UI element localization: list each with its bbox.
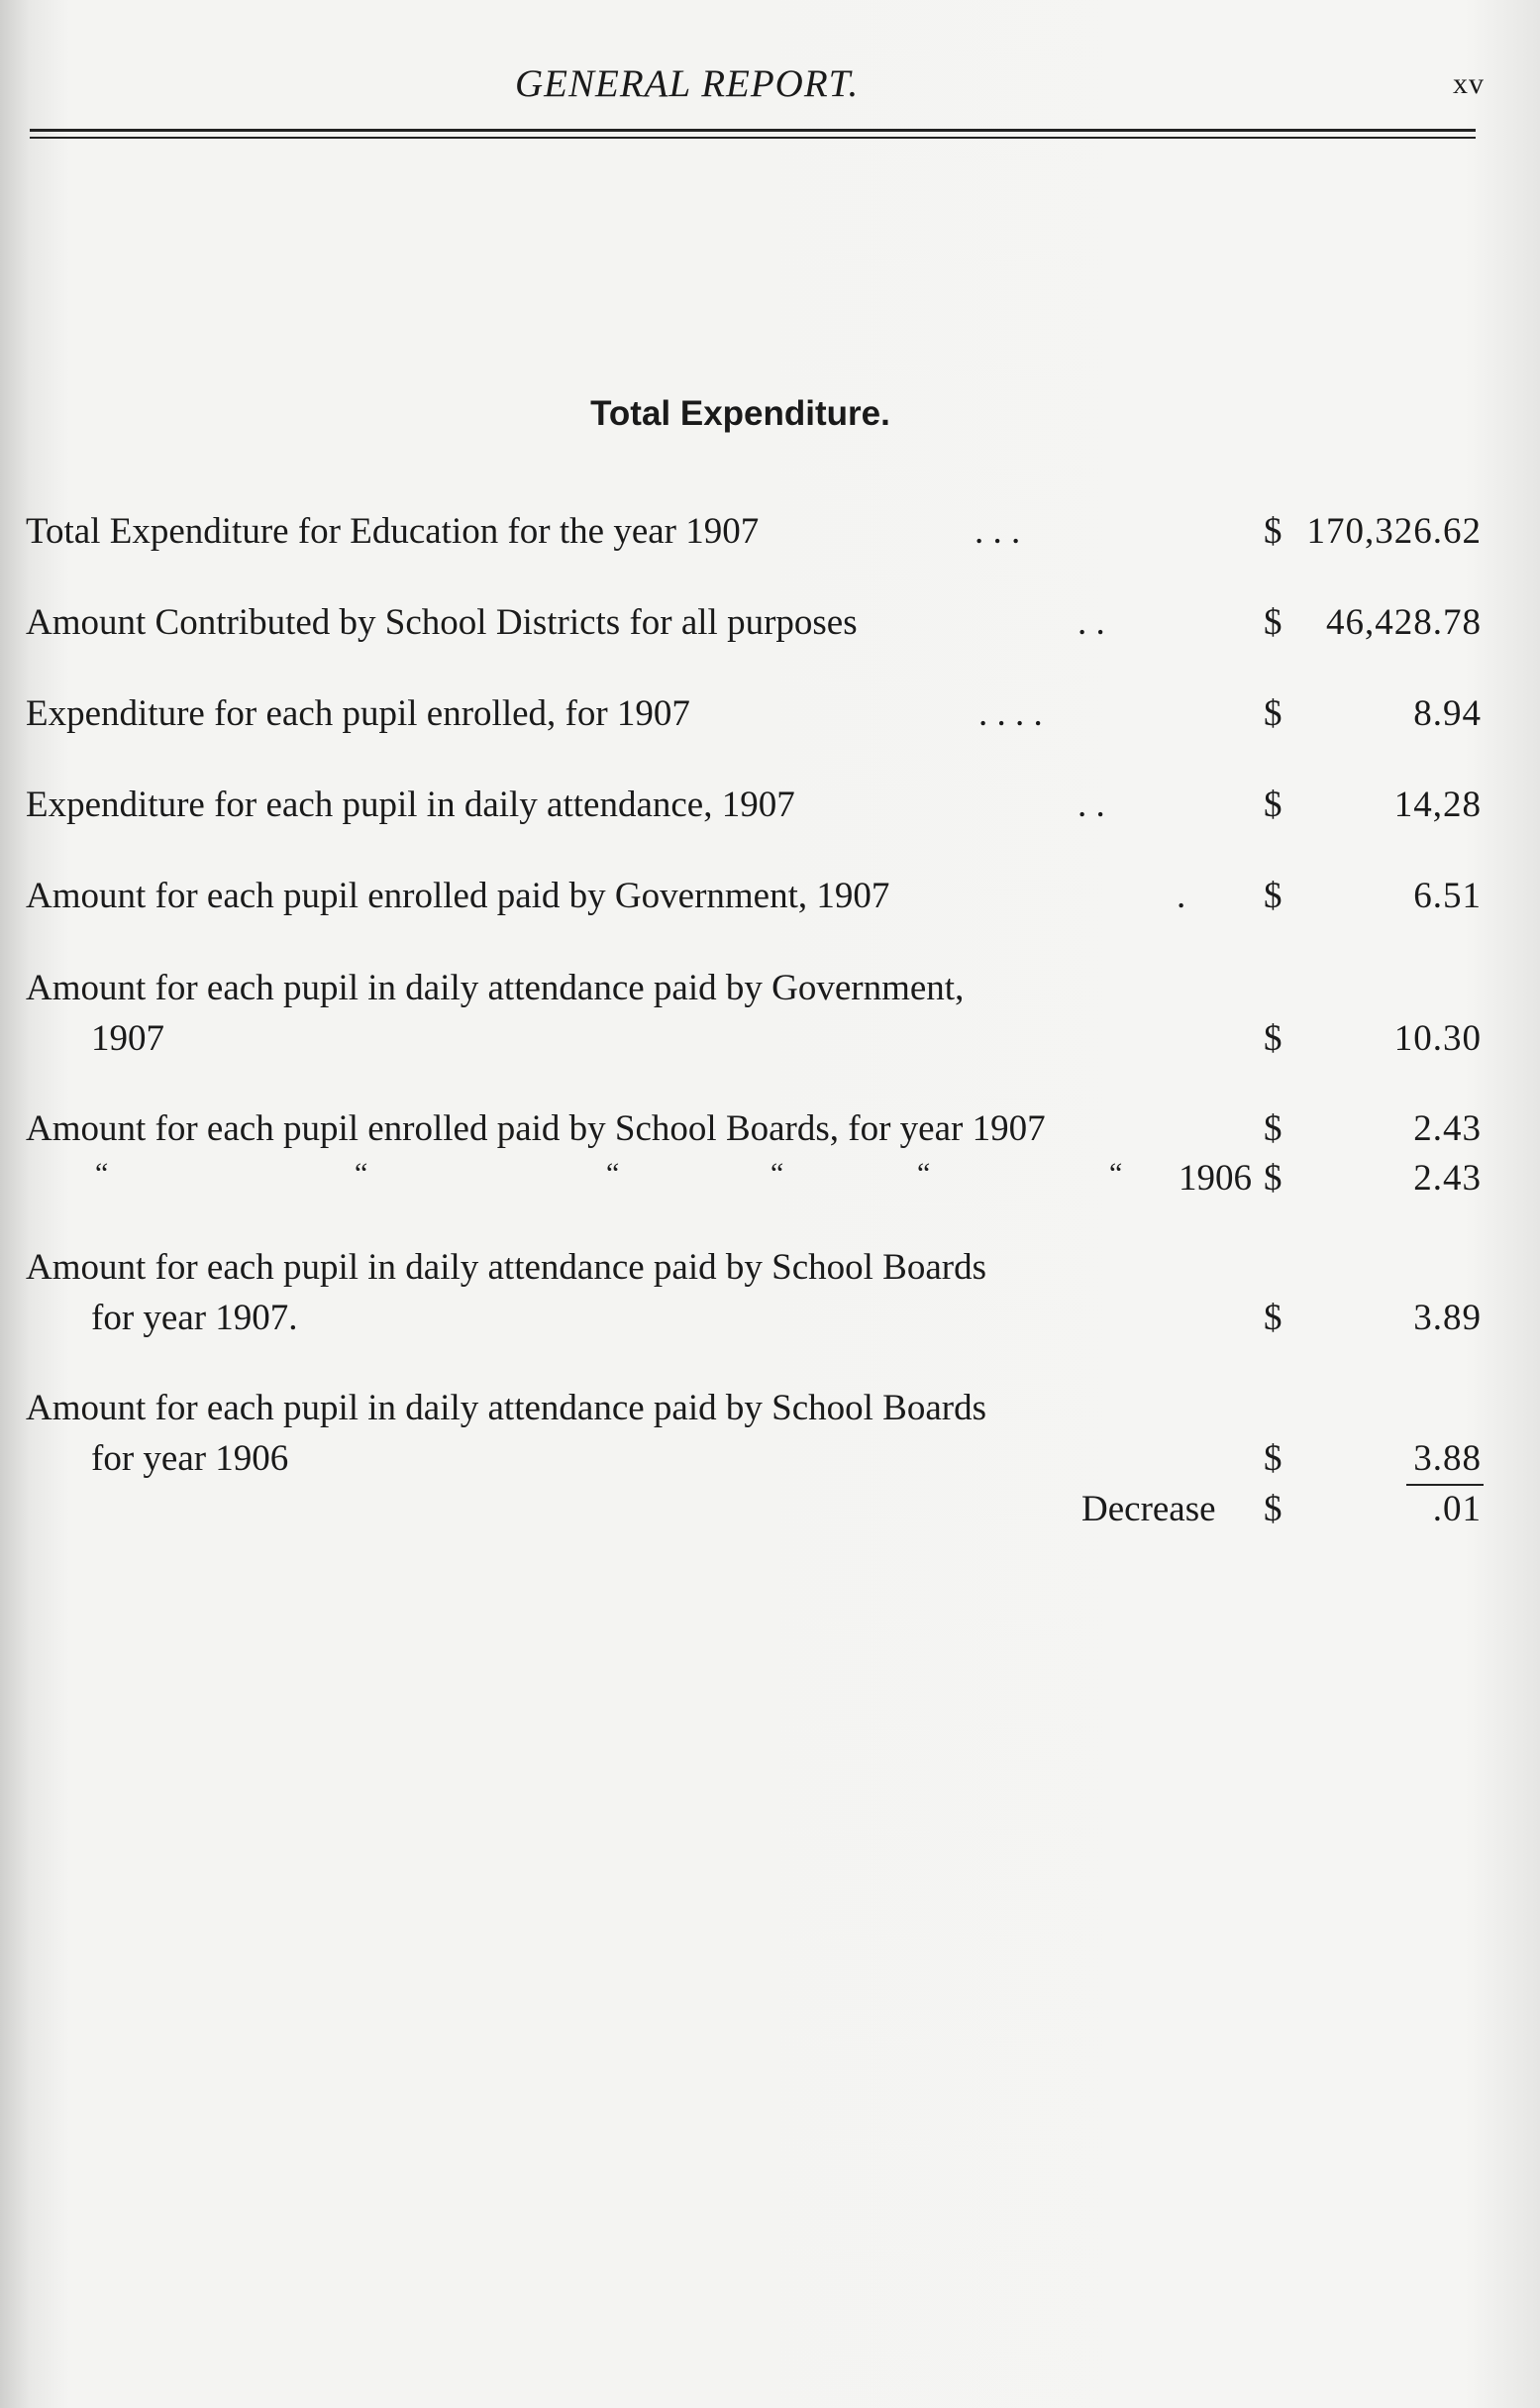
row-amount: 2.43 xyxy=(1413,1158,1482,1199)
ditto-mark: “ xyxy=(770,1157,784,1190)
dollar-sign: $ xyxy=(1264,693,1283,734)
leader-dots: . xyxy=(1177,876,1186,916)
expenditure-row xyxy=(26,1107,1482,1157)
ditto-mark: “ xyxy=(95,1157,109,1190)
expenditure-row xyxy=(26,601,1482,651)
expenditure-row-continued xyxy=(26,1297,1482,1346)
row-label-continued: for year 1907. xyxy=(91,1298,298,1338)
expenditure-row xyxy=(26,967,1482,1016)
row-label: Expenditure for each pupil enrolled, for 1907 xyxy=(26,693,690,734)
sum-underline xyxy=(1406,1484,1484,1486)
row-amount: 14,28 xyxy=(1393,785,1482,825)
running-title: GENERAL REPORT. xyxy=(515,62,860,105)
row-amount: 8.94 xyxy=(1413,693,1482,734)
row-amount: 3.89 xyxy=(1413,1298,1482,1338)
decrease-label: Decrease xyxy=(1081,1489,1216,1529)
expenditure-row xyxy=(26,510,1482,560)
row-label: Amount for each pupil enrolled paid by School Boards, for year 1907 xyxy=(26,1108,1046,1149)
ditto-mark: “ xyxy=(917,1157,931,1190)
leader-dots: . . xyxy=(1078,785,1105,825)
row-amount: 46,428.78 xyxy=(1326,602,1482,643)
dollar-sign: $ xyxy=(1264,1438,1283,1479)
header-rule-thin xyxy=(30,137,1476,139)
row-amount: 3.88 xyxy=(1413,1438,1482,1479)
dollar-sign: $ xyxy=(1264,1108,1283,1149)
row-year: 1906 xyxy=(1179,1158,1252,1199)
row-amount: 6.51 xyxy=(1413,876,1482,916)
ditto-row xyxy=(26,1157,1482,1206)
expenditure-row xyxy=(26,784,1482,833)
expenditure-row xyxy=(26,875,1482,924)
row-label: Amount Contributed by School Districts for all purposes xyxy=(26,602,858,643)
header-rule-thick xyxy=(30,129,1476,132)
dollar-sign: $ xyxy=(1264,1298,1283,1338)
leader-dots: . . . xyxy=(975,511,1021,552)
dollar-sign: $ xyxy=(1264,1489,1283,1529)
row-amount: 2.43 xyxy=(1413,1108,1482,1149)
page-number: xv xyxy=(1453,67,1485,100)
dollar-sign: $ xyxy=(1264,511,1283,552)
dollar-sign: $ xyxy=(1264,1158,1283,1199)
row-label: Expenditure for each pupil in daily attendance, 1907 xyxy=(26,785,795,825)
row-label: Total Expenditure for Education for the year 1907 xyxy=(26,511,760,552)
dollar-sign: $ xyxy=(1264,1018,1283,1059)
ditto-mark: “ xyxy=(355,1157,368,1190)
expenditure-row-continued xyxy=(26,1017,1482,1067)
row-amount: 10.30 xyxy=(1393,1018,1482,1059)
row-amount: 170,326.62 xyxy=(1306,511,1482,552)
dollar-sign: $ xyxy=(1264,876,1283,916)
row-label: Amount for each pupil in daily attendance paid by School Boards xyxy=(26,1247,986,1288)
row-label-continued: 1907 xyxy=(91,1018,164,1059)
expenditure-row xyxy=(26,1387,1482,1436)
section-title: Total Expenditure. xyxy=(590,394,890,433)
leader-dots: . . . . xyxy=(978,693,1043,734)
expenditure-row-continued xyxy=(26,1437,1482,1487)
expenditure-row xyxy=(26,692,1482,742)
decrease-row xyxy=(26,1488,1482,1537)
leader-dots: . . xyxy=(1078,602,1105,643)
expenditure-row xyxy=(26,1246,1482,1296)
dollar-sign: $ xyxy=(1264,602,1283,643)
row-label: Amount for each pupil enrolled paid by Government, 1907 xyxy=(26,876,890,916)
row-label: Amount for each pupil in daily attendance paid by Government, xyxy=(26,968,965,1008)
decrease-amount: .01 xyxy=(1432,1489,1482,1529)
running-head xyxy=(0,61,1540,111)
row-label: Amount for each pupil in daily attendance paid by School Boards xyxy=(26,1388,986,1428)
ditto-mark: “ xyxy=(606,1157,620,1190)
dollar-sign: $ xyxy=(1264,785,1283,825)
ditto-mark: “ xyxy=(1109,1157,1123,1190)
row-label-continued: for year 1906 xyxy=(91,1438,289,1479)
